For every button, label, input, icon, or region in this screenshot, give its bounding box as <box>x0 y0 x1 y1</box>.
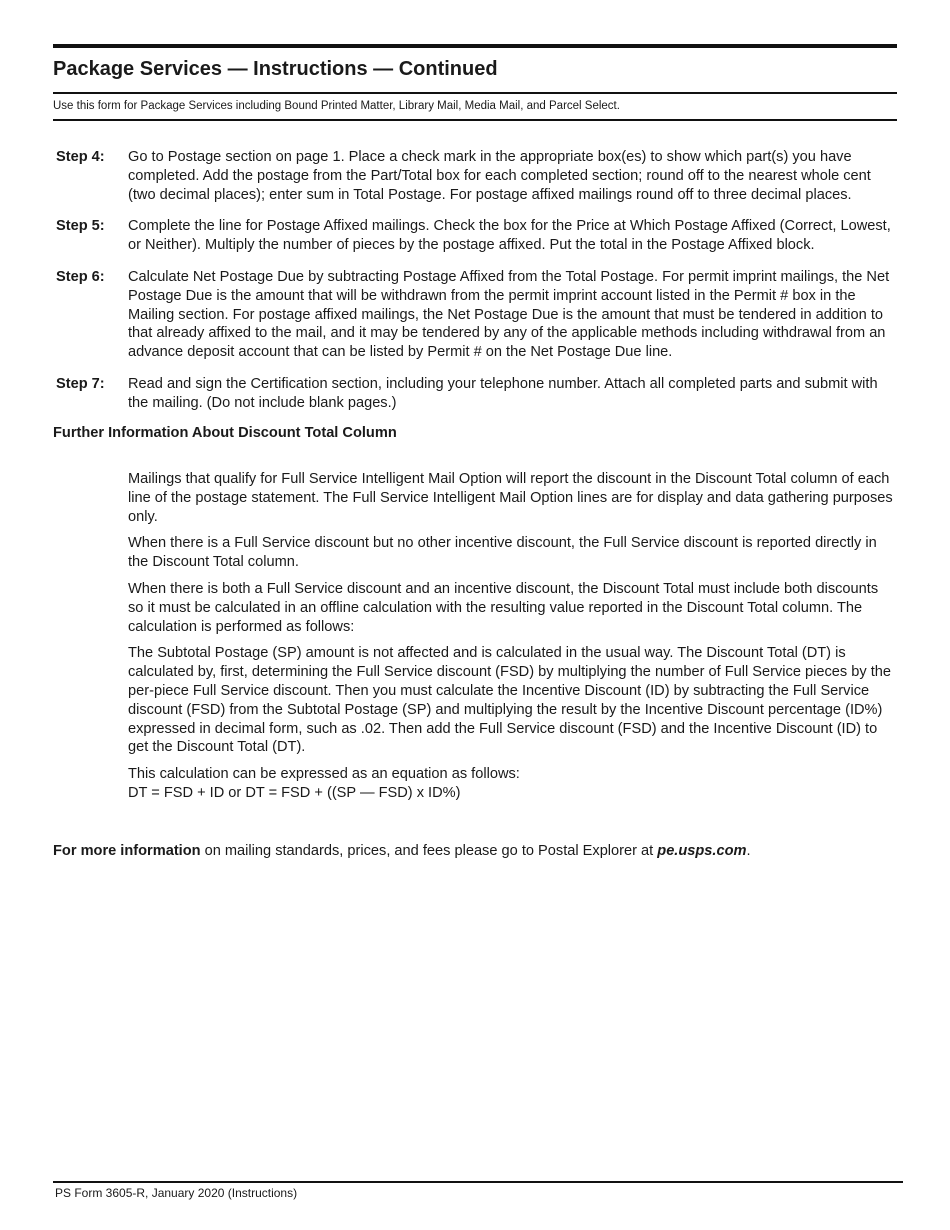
page-title: Package Services — Instructions — Continued <box>53 58 498 80</box>
step-6 <box>53 268 897 362</box>
step-7 <box>53 375 897 413</box>
more-info-line <box>53 843 751 859</box>
step-4 <box>53 148 897 204</box>
step-text: Go to Postage section on page 1. Place a check mark in the appropriate box(es) to show which part(s) you have completed. Add the postage from the Part/Total box for each completed section; round off to the nearest whole cent (two decimal places); enter sum in Total Postage. For postage affixed mailings round off to three decimal places. <box>128 149 871 203</box>
postal-explorer-link[interactable]: pe.usps.com <box>657 843 747 859</box>
step-text: Complete the line for Postage Affixed mailings. Check the box for the Price at Which Postage Affixed (Correct, Lowest, or Neither). Multiply the number of pieces by the postage affixed. Put the total in the Postage Affixed block. <box>128 218 891 254</box>
top-thick-rule <box>53 44 897 48</box>
further-paragraph: When there is a Full Service discount but no other incentive discount, the Full Service discount is reported directly in the Discount Total column. <box>128 535 877 571</box>
footer-rule <box>53 1181 903 1183</box>
step-text: Read and sign the Certification section, including your telephone number. Attach all completed parts and submit with the mailing. (Do not include blank pages.) <box>128 375 878 411</box>
equation-block <box>128 765 893 803</box>
discount-equation: DT = FSD + ID or DT = FSD + ((SP — FSD) x ID%) <box>128 784 461 801</box>
more-info-lead: For more information <box>53 843 201 859</box>
step-5 <box>53 217 897 255</box>
more-info-end: . <box>746 843 751 859</box>
equation-intro: This calculation can be expressed as an equation as follows: <box>128 766 520 783</box>
more-info-text: on mailing standards, prices, and fees please go to Postal Explorer at <box>200 843 658 859</box>
further-paragraph: When there is both a Full Service discount and an incentive discount, the Discount Total must include both discounts so it must be calculated in an offline calculation with the resulting value reported in the Discount Total column. The calculation is performed as follows: <box>128 580 879 635</box>
step-label: Step 5: <box>56 218 105 235</box>
step-label: Step 6: <box>56 268 105 285</box>
step-label: Step 7: <box>56 375 105 392</box>
step-label: Step 4: <box>56 149 105 165</box>
further-paragraph: Mailings that qualify for Full Service Intelligent Mail Option will report the discount in the Discount Total column of each line of the postage statement. The Full Service Intelligent Mail Option lines are for display and data gathering purposes only. <box>128 471 893 525</box>
form-scope-note: Use this form for Package Services including Bound Printed Matter, Library Mail, Media Mail, and Parcel Select. <box>53 100 620 112</box>
instruction-steps <box>53 148 897 426</box>
step-text: Calculate Net Postage Due by subtracting Postage Affixed from the Total Postage. For permit imprint mailings, the Net Postage Due is the amount that will be withdrawn from the permit imprint account listed in the Permit # box in the Mailing section. For postage affixed mailings, the Net Postage Due is the amount that must be tendered in addition to that already affixed to the mail, and it may be tendered by any of the applicable methods including withdrawal from an advance deposit account that can be listed by Permit # on the Net Postage Due line. <box>128 268 890 361</box>
subtitle-rule <box>53 119 897 121</box>
further-info-heading: Further Information About Discount Total Column <box>53 425 397 441</box>
form-footer: PS Form 3605-R, January 2020 (Instructions) <box>55 1186 298 1200</box>
further-paragraph: The Subtotal Postage (SP) amount is not affected and is calculated in the usual way. The Discount Total (DT) is calculated by, first, determining the Full Service discount (FSD) by multiplying the number of Full Service pieces by the per-piece Full Service discount. Then you must calculate the Incentive Discount (ID) by subtracting the Full Service discount (FSD) from the Subtotal Postage (SP) and multiplying the result by the Incentive Discount percentage (ID%) expressed in decimal form, such as .02. Then add the Full Service discount (FSD) and the Incentive Discount (ID) to get the Discount Total (DT). <box>128 645 891 756</box>
title-rule <box>53 92 897 94</box>
further-info-body <box>128 470 893 811</box>
